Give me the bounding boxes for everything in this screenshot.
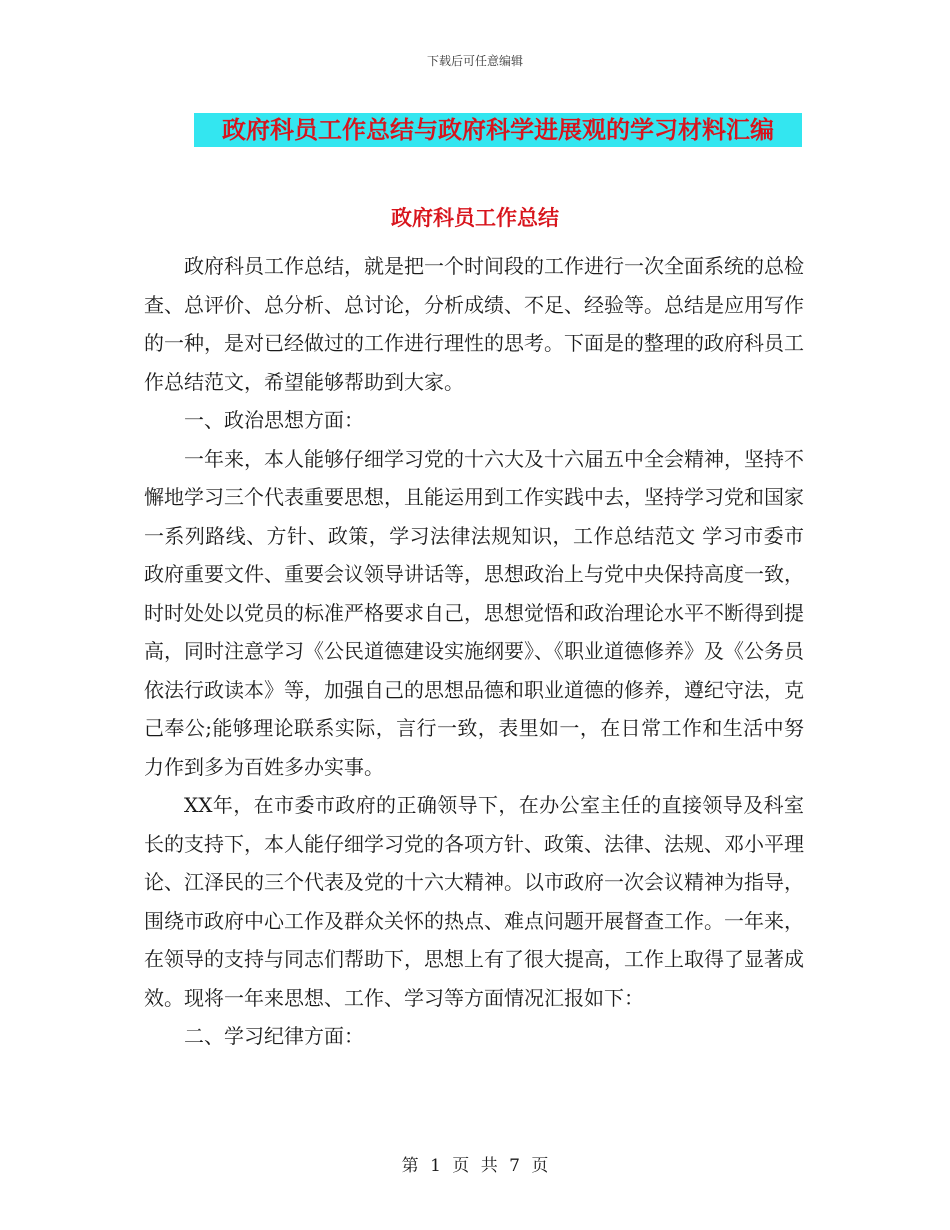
document-body [144, 247, 804, 1056]
heading-study-discipline: 二、学习纪律方面： [184, 1024, 364, 1048]
document-title-highlight [194, 113, 802, 147]
paragraph-work-summary: XX年，在市委市政府的正确领导下，在办公室主任的直接领导及科室长的支持下，本人能仔细学习党的各项方针、政策、法律、法规、邓小平理论、江泽民的三个代表及党的十六大精神。以市政府一次会议精神为指导，围绕市政府中心工作及群众关怀的热点、难点问题开展督查工作。一年来，在领导的支持与同志们帮助下，思想上有了很大提高，工作上取得了显著成效。现将一年来思想、工作、学习等方面情况汇报如下： [144, 793, 804, 1010]
page-number: 第 1 页 共 7 页 [401, 1156, 549, 1176]
paragraph-intro: 政府科员工作总结，就是把一个时间段的工作进行一次全面系统的总检查、总评价、总分析、总讨论，分析成绩、不足、经验等。总结是应用写作的一种，是对已经做过的工作进行理性的思考。下面是的整理的政府科员工作总结范文，希望能够帮助到大家。 [144, 254, 804, 394]
section-title: 政府科员工作总结 [391, 205, 559, 230]
document-title: 政府科员工作总结与政府科学进展观的学习材料汇编 [222, 115, 774, 144]
heading-political-thought: 一、政治思想方面： [184, 408, 364, 432]
page-header-note: 下载后可任意编辑 [426, 54, 523, 68]
paragraph-political-thought: 一年来，本人能够仔细学习党的十六大及十六届五中全会精神，坚持不懈地学习三个代表重要思想，且能运用到工作实践中去，坚持学习党和国家一系列路线、方针、政策，学习法律法规知识，工作总结范文 学习市委市政府重要文件、重要会议领导讲话等，思想政治上与党中央保持高度一致，时时处处以党员的标准严格要求自己，思想觉悟和政治理论水平不断得到提高，同时注意学习《公民道德建设实施纲要》、《职业道德修养》及《公务员依法行政读本》等，加强自己的思想品德和职业道德的修养，遵纪守法，克己奉公;能够理论联系实际，言行一致，表里如一，在日常工作和生活中努力作到多为百姓多办实事。 [144, 446, 804, 779]
